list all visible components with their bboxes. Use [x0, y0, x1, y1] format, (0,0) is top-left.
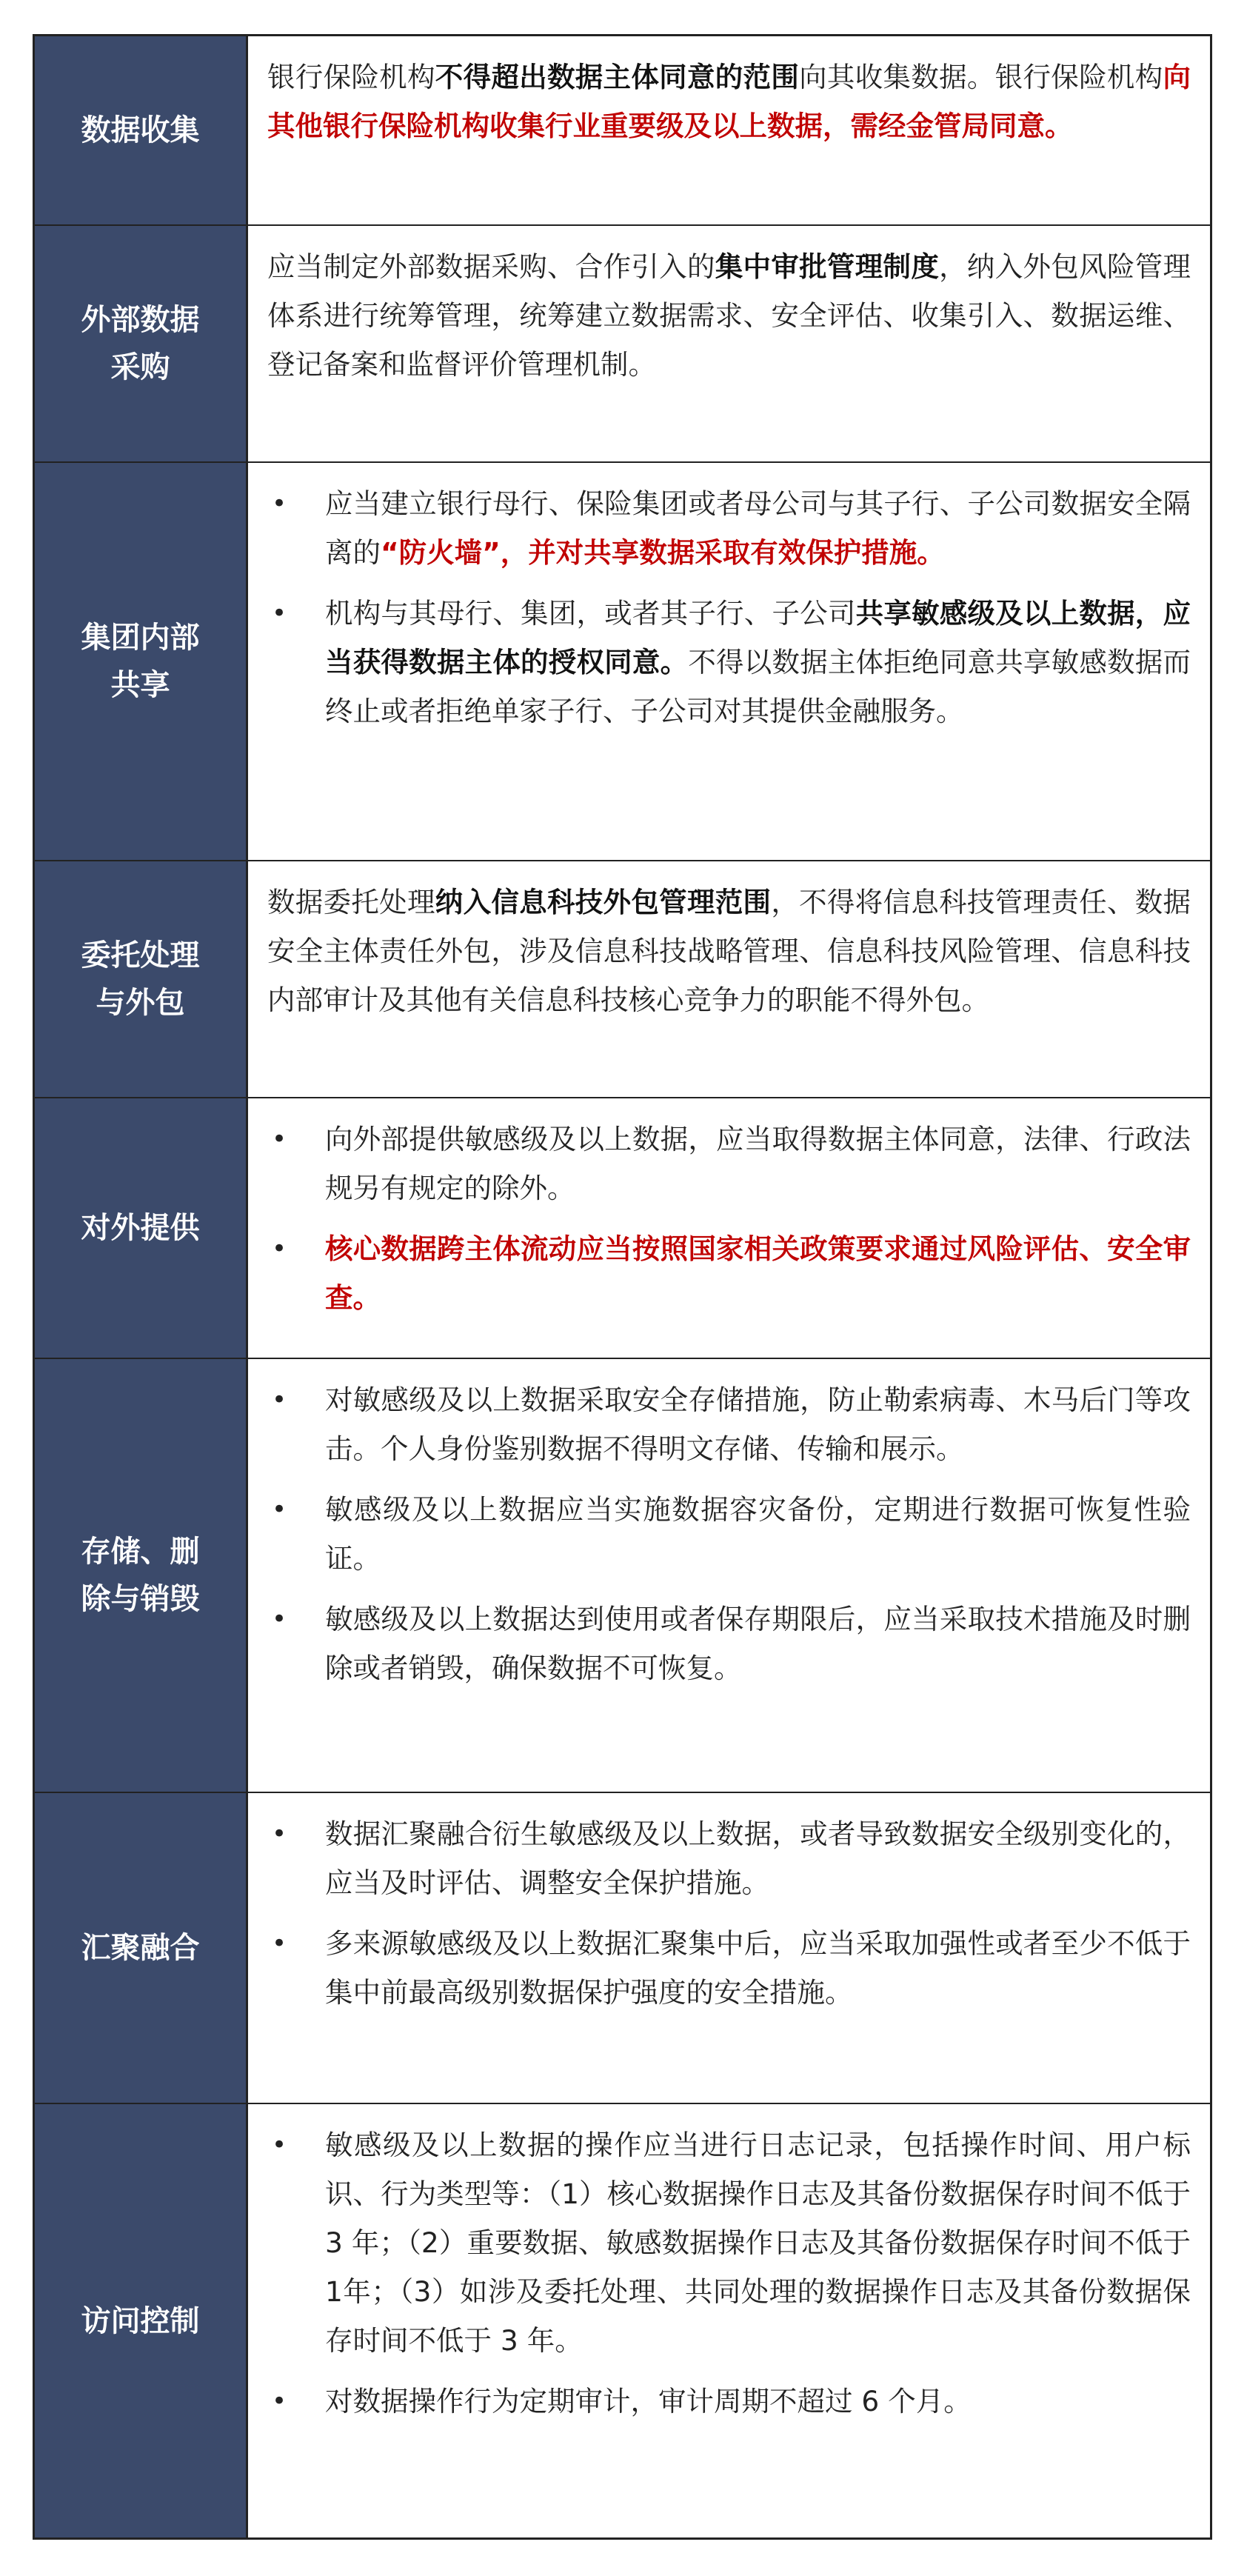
row-label: 集团内部 共享 [35, 463, 248, 860]
bold-segment: 共享敏感级及以上数据，应当获得数据主体的授权同意。 [325, 597, 1191, 678]
text-segment: 敏感级及以上数据达到使用或者保存期限后，应当采取技术措施及时删除或者销毁，确保数据不可恢复。 [325, 1603, 1191, 1684]
text-segment: 数据委托处理 [267, 886, 435, 918]
row-content [248, 1098, 1210, 1358]
row-label: 数据收集 [35, 36, 248, 224]
row-outsourcing [35, 861, 1210, 1098]
row-content [248, 463, 1210, 860]
highlight-segment: 核心数据跨主体流动应当按照国家相关政策要求通过风险评估、安全审查。 [325, 1232, 1191, 1314]
text-segment: 向外部提供敏感级及以上数据，应当取得数据主体同意，法律、行政法规另有规定的除外。 [325, 1123, 1191, 1204]
text-segment: 多来源敏感级及以上数据汇聚集中后，应当采取加强性或者至少不低于集中前最高级别数据保护强度的安全措施。 [325, 1927, 1191, 2009]
list-item [267, 1115, 1191, 1212]
text-segment: 机构与其母行、集团，或者其子行、子公司 [325, 597, 856, 630]
text-segment: 敏感级及以上数据的操作应当进行日志记录，包括操作时间、用户标识、行为类型等：（1）核心数据操作日志及其备份数据保存时间不低于 3 年；（2）重要数据、敏感数据操作日志及其备份数据保存时间不低于1年；（3）如涉及委托处理、共同处理的数据操作日志及其备份数据保存时间不低于 3 年。 [325, 2129, 1191, 2357]
data-security-table [33, 34, 1212, 2540]
list-item [267, 1809, 1191, 1907]
row-label: 委托处理 与外包 [35, 861, 248, 1097]
list-item [267, 2120, 1191, 2365]
text-segment: ，纳入外包风险管理体系进行统筹管理，统筹建立数据需求、安全评估、收集引入、数据运维、登记备案和监督评价管理机制。 [267, 250, 1191, 381]
bullet-list [267, 1809, 1191, 2017]
bold-segment: 集中审批管理制度 [715, 250, 940, 283]
paragraph [267, 878, 1191, 1024]
list-item [267, 1224, 1191, 1322]
text-segment: 敏感级及以上数据应当实施数据容灾备份，定期进行数据可恢复性验证。 [325, 1493, 1191, 1575]
row-content [248, 1793, 1210, 2103]
bullet-list [267, 1375, 1191, 1692]
row-content [248, 36, 1210, 224]
bold-segment: 不得超出数据主体同意的范围 [435, 61, 800, 93]
list-item [267, 479, 1191, 577]
list-item [267, 1919, 1191, 2017]
row-content [248, 1359, 1210, 1792]
bold-segment: 纳入信息科技外包管理范围 [435, 886, 772, 918]
row-label: 汇聚融合 [35, 1793, 248, 2103]
row-data-collection [35, 36, 1210, 226]
bullet-list [267, 2120, 1191, 2426]
row-aggregation [35, 1793, 1210, 2104]
text-segment: ，不得将信息科技管理责任、数据安全主体责任外包，涉及信息科技战略管理、信息科技风险管理、信息科技内部审计及其他有关信息科技核心竞争力的职能不得外包。 [267, 886, 1191, 1016]
list-item [267, 1595, 1191, 1692]
row-content [248, 2104, 1210, 2537]
list-item [267, 2377, 1191, 2426]
row-content [248, 861, 1210, 1097]
row-access-control [35, 2104, 1210, 2537]
row-label: 访问控制 [35, 2104, 248, 2537]
text-segment: 应当制定外部数据采购、合作引入的 [267, 250, 715, 283]
row-storage-deletion [35, 1359, 1210, 1793]
text-segment: 银行保险机构 [267, 61, 435, 93]
row-label: 外部数据 采购 [35, 226, 248, 461]
list-item [267, 589, 1191, 735]
highlight-segment: 向其他银行保险机构收集行业重要级及以上数据，需经金管局同意。 [267, 61, 1191, 142]
bullet-list [267, 479, 1191, 735]
row-external-provision [35, 1098, 1210, 1359]
highlight-segment: “防火墙”，并对共享数据采取有效保护措施。 [381, 536, 945, 569]
list-item [267, 1375, 1191, 1473]
text-segment: 应当建立银行母行、保险集团或者母公司与其子行、子公司数据安全隔离的 [325, 487, 1191, 569]
bullet-list [267, 1115, 1191, 1322]
row-content [248, 226, 1210, 461]
text-segment: 不得以数据主体拒绝同意共享敏感数据而终止或者拒绝单家子行、子公司对其提供金融服务。 [325, 646, 1191, 727]
text-segment: 向其收集数据。银行保险机构 [799, 61, 1163, 93]
paragraph [267, 53, 1191, 150]
text-segment: 数据汇聚融合衍生敏感级及以上数据，或者导致数据安全级别变化的，应当及时评估、调整安全保护措施。 [325, 1818, 1191, 1899]
row-group-sharing [35, 463, 1210, 861]
text-segment: 对敏感级及以上数据采取安全存储措施，防止勒索病毒、木马后门等攻击。个人身份鉴别数据不得明文存储、传输和展示。 [325, 1384, 1191, 1465]
list-item [267, 1485, 1191, 1583]
row-label: 对外提供 [35, 1098, 248, 1358]
row-label: 存储、删 除与销毁 [35, 1359, 248, 1792]
row-external-procurement [35, 226, 1210, 463]
paragraph [267, 242, 1191, 389]
text-segment: 对数据操作行为定期审计，审计周期不超过 6 个月。 [325, 2385, 972, 2417]
